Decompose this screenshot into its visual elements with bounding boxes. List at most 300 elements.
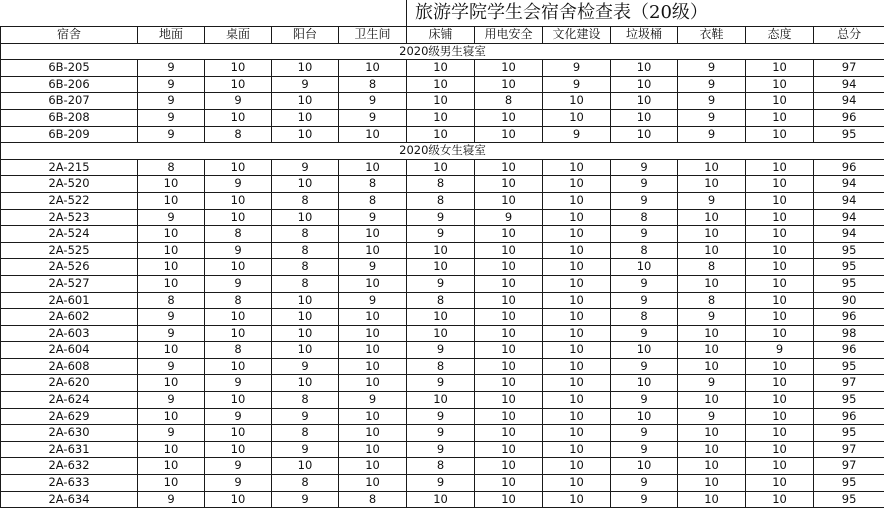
score-cell[interactable]: 10 xyxy=(407,60,475,77)
score-cell[interactable]: 10 xyxy=(475,408,543,425)
score-cell[interactable]: 10 xyxy=(407,159,475,176)
score-cell[interactable]: 10 xyxy=(678,242,746,259)
score-cell[interactable]: 10 xyxy=(138,226,205,243)
score-cell[interactable]: 8 xyxy=(678,259,746,276)
score-cell[interactable]: 9 xyxy=(678,76,746,93)
score-cell[interactable]: 8 xyxy=(611,309,678,326)
score-cell[interactable]: 10 xyxy=(407,126,475,143)
score-cell[interactable]: 10 xyxy=(205,192,272,209)
score-cell[interactable]: 9 xyxy=(138,425,205,442)
score-cell[interactable]: 10 xyxy=(611,408,678,425)
score-cell[interactable]: 10 xyxy=(272,109,339,126)
score-cell[interactable]: 10 xyxy=(611,375,678,392)
score-cell[interactable]: 9 xyxy=(272,491,339,508)
score-cell[interactable]: 9 xyxy=(678,93,746,110)
score-cell[interactable]: 9 xyxy=(678,109,746,126)
score-cell[interactable]: 10 xyxy=(475,275,543,292)
score-cell[interactable]: 8 xyxy=(205,126,272,143)
score-cell[interactable]: 10 xyxy=(475,259,543,276)
dorm-room-cell[interactable]: 2A-523 xyxy=(1,209,138,226)
score-cell[interactable]: 10 xyxy=(475,76,543,93)
score-cell[interactable]: 10 xyxy=(611,60,678,77)
score-cell[interactable]: 8 xyxy=(272,275,339,292)
score-cell[interactable]: 10 xyxy=(678,342,746,359)
score-cell[interactable]: 9 xyxy=(339,209,407,226)
score-cell[interactable]: 10 xyxy=(746,209,814,226)
score-cell[interactable]: 10 xyxy=(678,475,746,492)
score-cell[interactable]: 10 xyxy=(746,242,814,259)
score-cell[interactable]: 9 xyxy=(205,176,272,193)
score-cell[interactable]: 10 xyxy=(138,375,205,392)
dorm-room-cell[interactable]: 2A-632 xyxy=(1,458,138,475)
score-cell[interactable]: 10 xyxy=(543,342,611,359)
score-cell[interactable]: 10 xyxy=(339,358,407,375)
score-cell[interactable]: 9 xyxy=(678,126,746,143)
dorm-room-cell[interactable]: 2A-522 xyxy=(1,192,138,209)
score-cell[interactable]: 8 xyxy=(205,342,272,359)
section-label[interactable]: 2020级男生寝室 xyxy=(1,43,884,60)
score-cell[interactable]: 10 xyxy=(475,475,543,492)
score-cell[interactable]: 10 xyxy=(475,358,543,375)
score-cell[interactable]: 10 xyxy=(475,392,543,409)
score-cell[interactable]: 9 xyxy=(407,375,475,392)
score-cell[interactable]: 10 xyxy=(205,425,272,442)
score-cell[interactable]: 9 xyxy=(611,392,678,409)
score-cell[interactable]: 10 xyxy=(543,159,611,176)
score-cell[interactable]: 9 xyxy=(611,226,678,243)
score-cell[interactable]: 10 xyxy=(746,475,814,492)
score-cell[interactable]: 9 xyxy=(138,60,205,77)
score-cell[interactable]: 10 xyxy=(543,309,611,326)
score-cell[interactable]: 10 xyxy=(543,109,611,126)
score-cell[interactable]: 9 xyxy=(543,60,611,77)
score-cell[interactable]: 10 xyxy=(339,60,407,77)
score-cell[interactable]: 8 xyxy=(272,475,339,492)
score-cell[interactable]: 95 xyxy=(814,475,884,492)
score-cell[interactable]: 10 xyxy=(475,425,543,442)
score-cell[interactable]: 10 xyxy=(678,275,746,292)
score-cell[interactable]: 95 xyxy=(814,425,884,442)
score-cell[interactable]: 10 xyxy=(678,159,746,176)
score-cell[interactable]: 10 xyxy=(746,192,814,209)
dorm-room-cell[interactable]: 2A-630 xyxy=(1,425,138,442)
score-cell[interactable]: 10 xyxy=(138,441,205,458)
score-cell[interactable]: 10 xyxy=(407,392,475,409)
score-cell[interactable]: 10 xyxy=(272,209,339,226)
score-cell[interactable]: 9 xyxy=(339,109,407,126)
score-cell[interactable]: 8 xyxy=(138,292,205,309)
score-cell[interactable]: 10 xyxy=(339,408,407,425)
score-cell[interactable]: 8 xyxy=(272,226,339,243)
score-cell[interactable]: 10 xyxy=(475,325,543,342)
score-cell[interactable]: 95 xyxy=(814,392,884,409)
score-cell[interactable]: 10 xyxy=(475,242,543,259)
score-cell[interactable]: 8 xyxy=(272,259,339,276)
score-cell[interactable]: 10 xyxy=(272,176,339,193)
score-cell[interactable]: 10 xyxy=(475,176,543,193)
score-cell[interactable]: 10 xyxy=(475,342,543,359)
score-cell[interactable]: 10 xyxy=(407,76,475,93)
dorm-room-cell[interactable]: 2A-633 xyxy=(1,475,138,492)
score-cell[interactable]: 8 xyxy=(611,209,678,226)
score-cell[interactable]: 10 xyxy=(746,425,814,442)
score-cell[interactable]: 9 xyxy=(611,176,678,193)
score-cell[interactable]: 96 xyxy=(814,109,884,126)
score-cell[interactable]: 10 xyxy=(475,292,543,309)
score-cell[interactable]: 10 xyxy=(339,441,407,458)
score-cell[interactable]: 10 xyxy=(138,242,205,259)
score-cell[interactable]: 10 xyxy=(407,242,475,259)
score-cell[interactable]: 10 xyxy=(138,475,205,492)
score-cell[interactable]: 9 xyxy=(138,126,205,143)
score-cell[interactable]: 8 xyxy=(138,159,205,176)
score-cell[interactable]: 94 xyxy=(814,226,884,243)
column-header[interactable]: 地面 xyxy=(138,27,205,44)
score-cell[interactable]: 94 xyxy=(814,209,884,226)
dorm-room-cell[interactable]: 2A-602 xyxy=(1,309,138,326)
score-cell[interactable]: 8 xyxy=(205,226,272,243)
score-cell[interactable]: 10 xyxy=(678,441,746,458)
score-cell[interactable]: 10 xyxy=(746,491,814,508)
score-cell[interactable]: 9 xyxy=(611,275,678,292)
score-cell[interactable]: 94 xyxy=(814,176,884,193)
score-cell[interactable]: 10 xyxy=(543,209,611,226)
score-cell[interactable]: 10 xyxy=(746,358,814,375)
score-cell[interactable]: 95 xyxy=(814,358,884,375)
score-cell[interactable]: 10 xyxy=(678,425,746,442)
score-cell[interactable]: 10 xyxy=(543,475,611,492)
column-header[interactable]: 宿舍 xyxy=(1,27,138,44)
score-cell[interactable]: 97 xyxy=(814,60,884,77)
score-cell[interactable]: 10 xyxy=(205,441,272,458)
score-cell[interactable]: 8 xyxy=(339,491,407,508)
score-cell[interactable]: 9 xyxy=(138,209,205,226)
score-cell[interactable]: 10 xyxy=(611,93,678,110)
score-cell[interactable]: 10 xyxy=(746,325,814,342)
score-cell[interactable]: 9 xyxy=(611,159,678,176)
score-cell[interactable]: 10 xyxy=(339,126,407,143)
score-cell[interactable]: 9 xyxy=(678,375,746,392)
score-cell[interactable]: 9 xyxy=(678,192,746,209)
score-cell[interactable]: 9 xyxy=(272,441,339,458)
score-cell[interactable]: 10 xyxy=(678,176,746,193)
column-header[interactable]: 总分 xyxy=(814,27,884,44)
dorm-room-cell[interactable]: 2A-604 xyxy=(1,342,138,359)
score-cell[interactable]: 10 xyxy=(407,109,475,126)
column-header[interactable]: 桌面 xyxy=(205,27,272,44)
score-cell[interactable]: 10 xyxy=(746,392,814,409)
score-cell[interactable]: 9 xyxy=(407,209,475,226)
score-cell[interactable]: 10 xyxy=(543,275,611,292)
score-cell[interactable]: 9 xyxy=(407,408,475,425)
score-cell[interactable]: 9 xyxy=(205,475,272,492)
score-cell[interactable]: 10 xyxy=(475,226,543,243)
score-cell[interactable]: 10 xyxy=(611,342,678,359)
score-cell[interactable]: 10 xyxy=(678,325,746,342)
score-cell[interactable]: 94 xyxy=(814,93,884,110)
dorm-room-cell[interactable]: 2A-215 xyxy=(1,159,138,176)
dorm-room-cell[interactable]: 2A-634 xyxy=(1,491,138,508)
score-cell[interactable]: 9 xyxy=(339,93,407,110)
score-cell[interactable]: 9 xyxy=(407,342,475,359)
column-header[interactable]: 衣鞋 xyxy=(678,27,746,44)
score-cell[interactable]: 8 xyxy=(475,93,543,110)
score-cell[interactable]: 10 xyxy=(543,408,611,425)
score-cell[interactable]: 9 xyxy=(272,159,339,176)
score-cell[interactable]: 10 xyxy=(475,192,543,209)
score-cell[interactable]: 10 xyxy=(205,325,272,342)
score-cell[interactable]: 10 xyxy=(339,275,407,292)
score-cell[interactable]: 10 xyxy=(543,176,611,193)
score-cell[interactable]: 10 xyxy=(339,375,407,392)
score-cell[interactable]: 9 xyxy=(611,425,678,442)
score-cell[interactable]: 10 xyxy=(475,159,543,176)
score-cell[interactable]: 9 xyxy=(339,292,407,309)
score-cell[interactable]: 8 xyxy=(407,192,475,209)
column-header[interactable]: 床铺 xyxy=(407,27,475,44)
score-cell[interactable]: 10 xyxy=(475,375,543,392)
score-cell[interactable]: 10 xyxy=(138,342,205,359)
score-cell[interactable]: 10 xyxy=(138,458,205,475)
score-cell[interactable]: 8 xyxy=(407,358,475,375)
dorm-room-cell[interactable]: 2A-527 xyxy=(1,275,138,292)
score-cell[interactable]: 10 xyxy=(543,242,611,259)
score-cell[interactable]: 9 xyxy=(205,458,272,475)
column-header[interactable]: 用电安全 xyxy=(475,27,543,44)
score-cell[interactable]: 97 xyxy=(814,458,884,475)
score-cell[interactable]: 9 xyxy=(407,475,475,492)
score-cell[interactable]: 10 xyxy=(678,226,746,243)
score-cell[interactable]: 9 xyxy=(339,259,407,276)
score-cell[interactable]: 9 xyxy=(678,408,746,425)
score-cell[interactable]: 10 xyxy=(339,342,407,359)
score-cell[interactable]: 10 xyxy=(746,60,814,77)
score-cell[interactable]: 8 xyxy=(272,392,339,409)
score-cell[interactable]: 10 xyxy=(272,342,339,359)
score-cell[interactable]: 9 xyxy=(138,93,205,110)
score-cell[interactable]: 10 xyxy=(543,192,611,209)
score-cell[interactable]: 9 xyxy=(611,491,678,508)
score-cell[interactable]: 10 xyxy=(746,458,814,475)
score-cell[interactable]: 9 xyxy=(611,292,678,309)
score-cell[interactable]: 9 xyxy=(205,408,272,425)
score-cell[interactable]: 95 xyxy=(814,259,884,276)
score-cell[interactable]: 8 xyxy=(407,176,475,193)
score-cell[interactable]: 10 xyxy=(475,491,543,508)
score-cell[interactable]: 10 xyxy=(339,475,407,492)
score-cell[interactable]: 9 xyxy=(272,76,339,93)
score-cell[interactable]: 10 xyxy=(272,93,339,110)
score-cell[interactable]: 10 xyxy=(205,259,272,276)
score-cell[interactable]: 8 xyxy=(339,76,407,93)
score-cell[interactable]: 10 xyxy=(611,126,678,143)
score-cell[interactable]: 10 xyxy=(746,441,814,458)
column-header[interactable]: 卫生间 xyxy=(339,27,407,44)
score-cell[interactable]: 10 xyxy=(678,209,746,226)
score-cell[interactable]: 10 xyxy=(543,325,611,342)
score-cell[interactable]: 10 xyxy=(746,408,814,425)
score-cell[interactable]: 9 xyxy=(678,309,746,326)
score-cell[interactable]: 10 xyxy=(543,292,611,309)
score-cell[interactable]: 10 xyxy=(407,491,475,508)
dorm-room-cell[interactable]: 2A-629 xyxy=(1,408,138,425)
score-cell[interactable]: 10 xyxy=(611,109,678,126)
section-label[interactable]: 2020级女生寝室 xyxy=(1,143,884,160)
score-cell[interactable]: 9 xyxy=(407,441,475,458)
dorm-room-cell[interactable]: 2A-524 xyxy=(1,226,138,243)
score-cell[interactable]: 10 xyxy=(205,159,272,176)
score-cell[interactable]: 10 xyxy=(272,309,339,326)
score-cell[interactable]: 10 xyxy=(205,209,272,226)
score-cell[interactable]: 10 xyxy=(746,76,814,93)
score-cell[interactable]: 9 xyxy=(272,358,339,375)
score-cell[interactable]: 10 xyxy=(272,292,339,309)
score-cell[interactable]: 10 xyxy=(543,259,611,276)
dorm-room-cell[interactable]: 2A-624 xyxy=(1,392,138,409)
score-cell[interactable]: 10 xyxy=(205,76,272,93)
score-cell[interactable]: 10 xyxy=(475,109,543,126)
dorm-room-cell[interactable]: 2A-631 xyxy=(1,441,138,458)
score-cell[interactable]: 10 xyxy=(678,491,746,508)
score-cell[interactable]: 9 xyxy=(138,392,205,409)
score-cell[interactable]: 8 xyxy=(339,176,407,193)
score-cell[interactable]: 10 xyxy=(611,259,678,276)
score-cell[interactable]: 10 xyxy=(272,325,339,342)
score-cell[interactable]: 9 xyxy=(138,109,205,126)
score-cell[interactable]: 9 xyxy=(611,441,678,458)
score-cell[interactable]: 9 xyxy=(138,325,205,342)
score-cell[interactable]: 9 xyxy=(205,375,272,392)
score-cell[interactable]: 9 xyxy=(138,76,205,93)
dorm-room-cell[interactable]: 6B-206 xyxy=(1,76,138,93)
score-cell[interactable]: 10 xyxy=(746,93,814,110)
score-cell[interactable]: 10 xyxy=(339,325,407,342)
score-cell[interactable]: 9 xyxy=(138,491,205,508)
score-cell[interactable]: 10 xyxy=(543,358,611,375)
dorm-room-cell[interactable]: 2A-601 xyxy=(1,292,138,309)
dorm-room-cell[interactable]: 2A-608 xyxy=(1,358,138,375)
dorm-room-cell[interactable]: 6B-205 xyxy=(1,60,138,77)
score-cell[interactable]: 10 xyxy=(746,176,814,193)
dorm-room-cell[interactable]: 6B-207 xyxy=(1,93,138,110)
score-cell[interactable]: 9 xyxy=(407,226,475,243)
score-cell[interactable]: 8 xyxy=(272,192,339,209)
score-cell[interactable]: 10 xyxy=(138,259,205,276)
score-cell[interactable]: 95 xyxy=(814,126,884,143)
score-cell[interactable]: 97 xyxy=(814,375,884,392)
score-cell[interactable]: 10 xyxy=(475,126,543,143)
score-cell[interactable]: 10 xyxy=(407,325,475,342)
score-cell[interactable]: 10 xyxy=(746,109,814,126)
score-cell[interactable]: 9 xyxy=(205,242,272,259)
score-cell[interactable]: 10 xyxy=(475,60,543,77)
score-cell[interactable]: 95 xyxy=(814,491,884,508)
score-cell[interactable]: 95 xyxy=(814,275,884,292)
score-cell[interactable]: 9 xyxy=(543,126,611,143)
score-cell[interactable]: 8 xyxy=(205,292,272,309)
score-cell[interactable]: 10 xyxy=(678,458,746,475)
score-cell[interactable]: 10 xyxy=(611,76,678,93)
score-cell[interactable]: 8 xyxy=(407,458,475,475)
score-cell[interactable]: 10 xyxy=(746,226,814,243)
score-cell[interactable]: 10 xyxy=(475,458,543,475)
score-cell[interactable]: 8 xyxy=(407,292,475,309)
column-header[interactable]: 垃圾桶 xyxy=(611,27,678,44)
score-cell[interactable]: 10 xyxy=(339,159,407,176)
score-cell[interactable]: 9 xyxy=(138,309,205,326)
score-cell[interactable]: 10 xyxy=(205,392,272,409)
score-cell[interactable]: 10 xyxy=(205,491,272,508)
score-cell[interactable]: 9 xyxy=(272,408,339,425)
score-cell[interactable]: 10 xyxy=(407,309,475,326)
score-cell[interactable]: 9 xyxy=(339,392,407,409)
score-cell[interactable]: 96 xyxy=(814,309,884,326)
dorm-room-cell[interactable]: 6B-209 xyxy=(1,126,138,143)
dorm-room-cell[interactable]: 6B-208 xyxy=(1,109,138,126)
score-cell[interactable]: 10 xyxy=(205,109,272,126)
score-cell[interactable]: 8 xyxy=(339,192,407,209)
score-cell[interactable]: 9 xyxy=(205,275,272,292)
dorm-room-cell[interactable]: 2A-603 xyxy=(1,325,138,342)
score-cell[interactable]: 10 xyxy=(746,292,814,309)
dorm-room-cell[interactable]: 2A-520 xyxy=(1,176,138,193)
score-cell[interactable]: 9 xyxy=(611,325,678,342)
score-cell[interactable]: 10 xyxy=(138,192,205,209)
score-cell[interactable]: 94 xyxy=(814,192,884,209)
score-cell[interactable]: 90 xyxy=(814,292,884,309)
score-cell[interactable]: 9 xyxy=(205,93,272,110)
score-cell[interactable]: 10 xyxy=(339,458,407,475)
score-cell[interactable]: 10 xyxy=(138,408,205,425)
score-cell[interactable]: 10 xyxy=(746,275,814,292)
score-cell[interactable]: 10 xyxy=(272,60,339,77)
score-cell[interactable]: 10 xyxy=(746,159,814,176)
score-cell[interactable]: 10 xyxy=(611,458,678,475)
score-cell[interactable]: 9 xyxy=(138,358,205,375)
score-cell[interactable]: 10 xyxy=(746,126,814,143)
score-cell[interactable]: 10 xyxy=(205,60,272,77)
score-cell[interactable]: 96 xyxy=(814,408,884,425)
score-cell[interactable]: 10 xyxy=(543,392,611,409)
score-cell[interactable]: 10 xyxy=(339,309,407,326)
score-cell[interactable]: 10 xyxy=(205,309,272,326)
score-cell[interactable]: 10 xyxy=(746,375,814,392)
score-cell[interactable]: 10 xyxy=(138,176,205,193)
score-cell[interactable]: 10 xyxy=(272,126,339,143)
score-cell[interactable]: 9 xyxy=(611,475,678,492)
column-header[interactable]: 阳台 xyxy=(272,27,339,44)
score-cell[interactable]: 9 xyxy=(475,209,543,226)
score-cell[interactable]: 10 xyxy=(543,93,611,110)
score-cell[interactable]: 9 xyxy=(678,60,746,77)
score-cell[interactable]: 8 xyxy=(678,292,746,309)
column-header[interactable]: 文化建设 xyxy=(543,27,611,44)
score-cell[interactable]: 10 xyxy=(407,93,475,110)
score-cell[interactable]: 98 xyxy=(814,325,884,342)
score-cell[interactable]: 10 xyxy=(339,226,407,243)
score-cell[interactable]: 10 xyxy=(475,309,543,326)
score-cell[interactable]: 10 xyxy=(205,358,272,375)
score-cell[interactable]: 10 xyxy=(339,425,407,442)
score-cell[interactable]: 10 xyxy=(678,358,746,375)
score-cell[interactable]: 10 xyxy=(746,309,814,326)
score-cell[interactable]: 10 xyxy=(543,441,611,458)
score-cell[interactable]: 9 xyxy=(543,76,611,93)
dorm-room-cell[interactable]: 2A-526 xyxy=(1,259,138,276)
score-cell[interactable]: 10 xyxy=(138,275,205,292)
score-cell[interactable]: 9 xyxy=(611,192,678,209)
score-cell[interactable]: 96 xyxy=(814,342,884,359)
